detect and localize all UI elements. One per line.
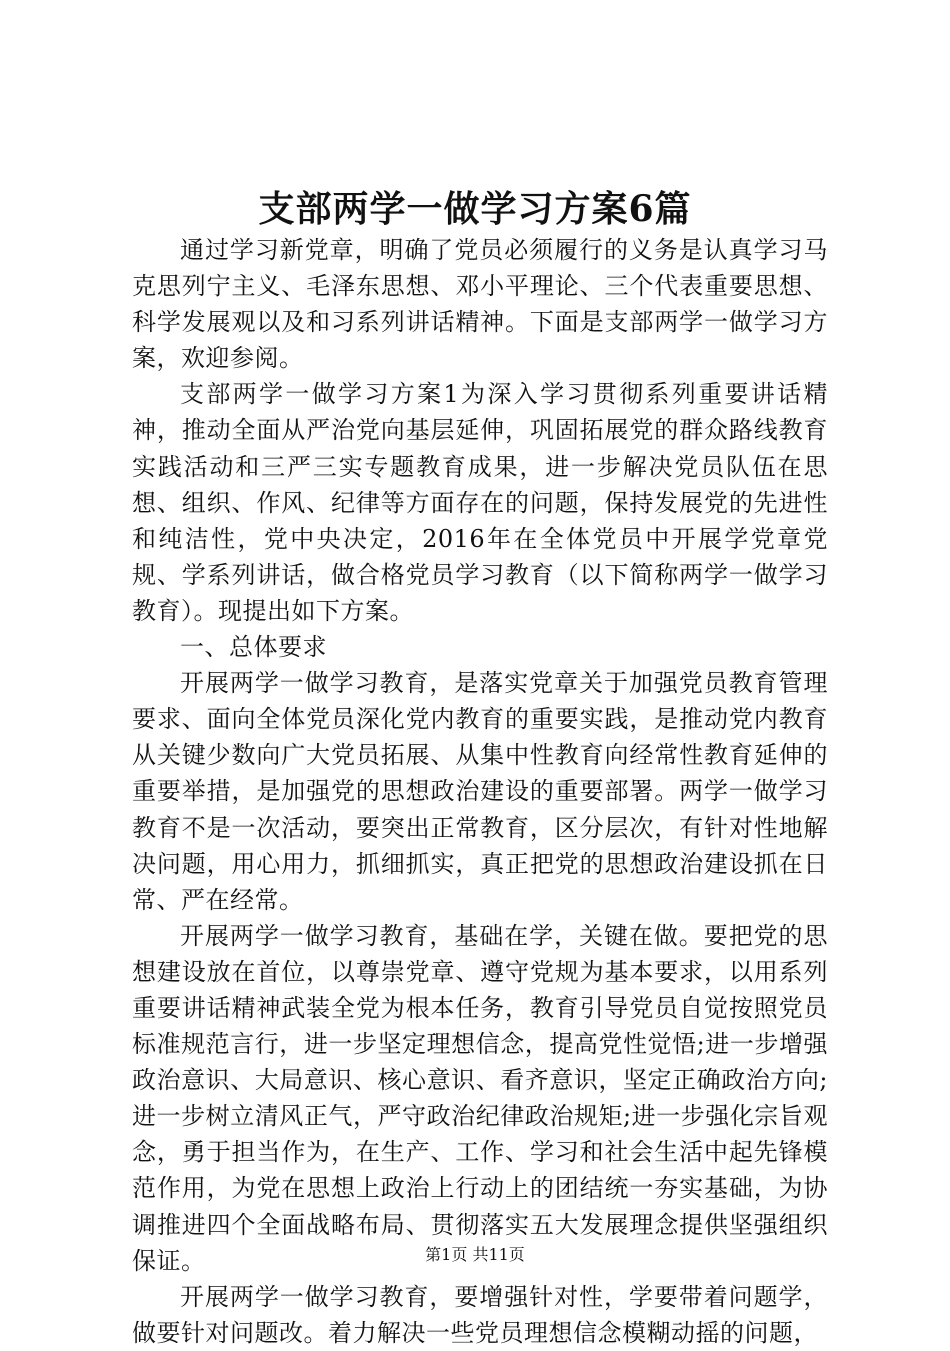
page-number-footer: 第1页 共11页 [425,1245,525,1264]
paragraph-plan-1: 支部两学一做学习方案1为深入学习贯彻系列重要讲话精神，推动全面从严治党向基层延伸，巩固拓展党的群众路线教育实践活动和三严三实专题教育成果，进一步解决党员队伍在思想、组织、作风、纪律等方面存在的问题，保持发展党的先进性和纯洁性，党中央决定，2016年在全体党员中开展学党章党规、学系列讲话，做合格党员学习教育（以下简称两学一做学习教育）。现提出如下方案。 [132,380,828,625]
paragraph-intro: 通过学习新党章，明确了党员必须履行的义务是认真学习马克思列宁主义、毛泽东思想、邓小平理论、三个代表重要思想、科学发展观以及和习系列讲话精神。下面是支部两学一做学习方案，欢迎参阅。 [132,236,828,373]
document-body [132,232,828,1351]
paragraph-body-3: 开展两学一做学习教育，要增强针对性，学要带着问题学，做要针对问题改。着力解决一些党员理想信念模糊动摇的问题， [132,1282,828,1347]
paragraph-body-1: 开展两学一做学习教育，是落实党章关于加强党员教育管理要求、面向全体党员深化党内教育的重要实践，是推动党内教育从关键少数向广大党员拓展、从集中性教育向经常性教育延伸的重要举措，是加强党的思想政治建设的重要部署。两学一做学习教育不是一次活动，要突出正常教育，区分层次，有针对性地解决问题，用心用力，抓细抓实，真正把党的思想政治建设抓在日常、严在经常。 [132,669,828,914]
page-title: 支部两学一做学习方案6篇 [258,188,692,230]
section-heading-general-requirements: 一、总体要求 [180,633,327,662]
paragraph-body-2: 开展两学一做学习教育，基础在学，关键在做。要把党的思想建设放在首位，以尊崇党章、遵守党规为基本要求，以用系列重要讲话精神武装全党为根本任务，教育引导党员自觉按照党员标准规范言行，进一步坚定理想信念，提高党性觉悟;进一步增强政治意识、大局意识、核心意识、看齐意识，坚定正确政治方向;进一步树立清风正气，严守政治纪律政治规矩;进一步强化宗旨观念，勇于担当作为，在生产、工作、学习和社会生活中起先锋模范作用，为党在思想上政治上行动上的团结统一夯实基础，为协调推进四个全面战略布局、贯彻落实五大发展理念提供坚强组织保证。 [132,921,828,1275]
